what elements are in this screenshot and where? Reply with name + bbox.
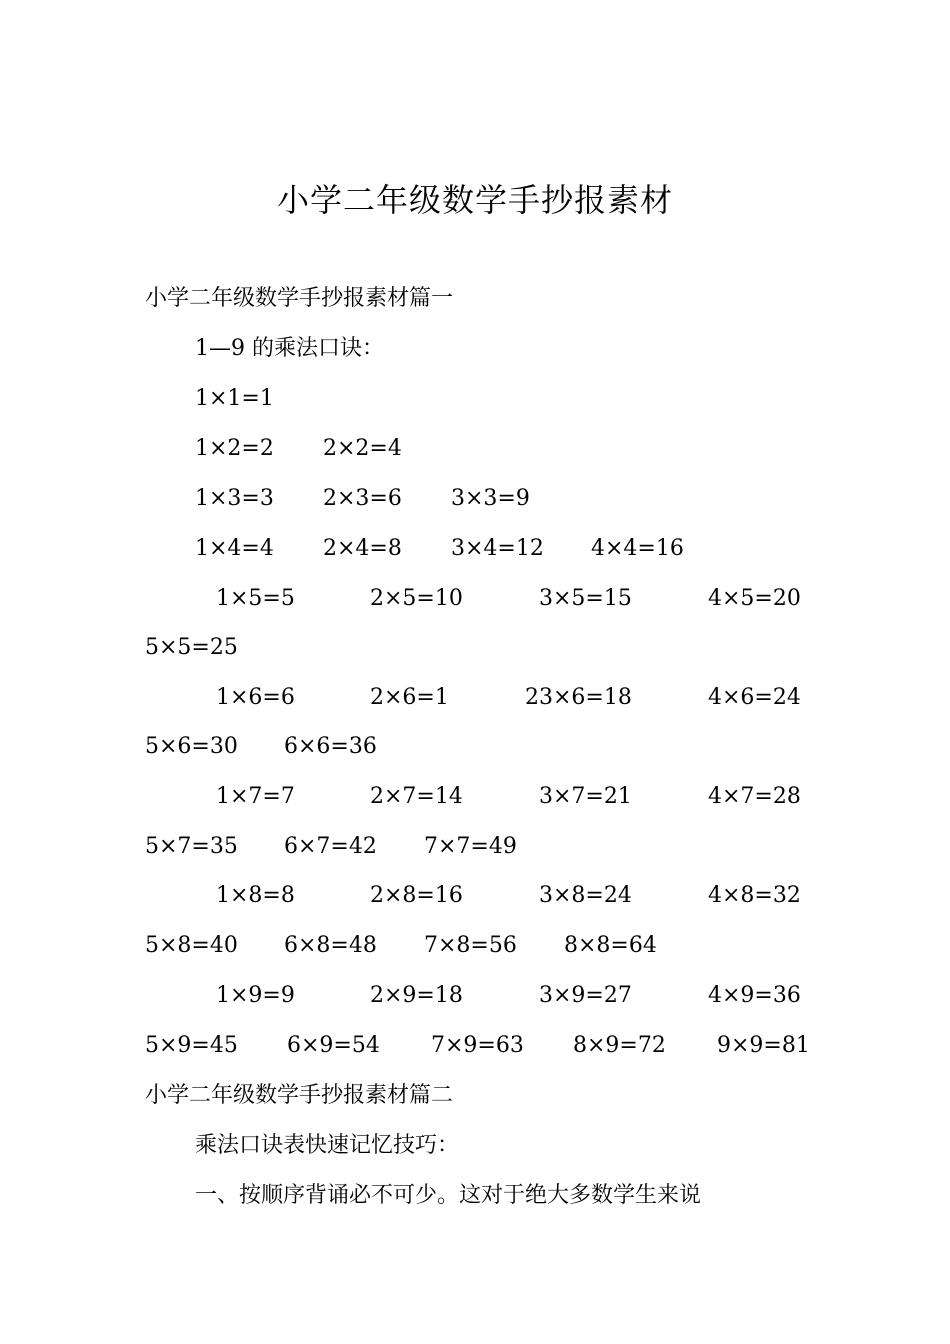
table-cell: 1×1=1 [195, 386, 274, 411]
table-cell: 7×9=63 [431, 1033, 524, 1058]
table-cell: 23×6=18 [525, 685, 632, 710]
table-cell: 4×8=32 [708, 883, 801, 908]
table-cell: 4×7=28 [708, 784, 801, 809]
section1-heading: 小学二年级数学手抄报素材篇一 [145, 286, 454, 311]
table-cell: 5×6=30 [145, 734, 238, 759]
table-cell: 8×8=64 [564, 933, 657, 958]
table-cell: 2×8=16 [370, 883, 463, 908]
table-cell: 2×6=1 [370, 685, 449, 710]
table-cell: 4×9=36 [708, 983, 801, 1008]
table-cell: 1×5=5 [216, 586, 295, 611]
table-cell: 1×3=3 [195, 486, 274, 511]
table-cell: 1×7=7 [216, 784, 295, 809]
table-cell: 5×5=25 [145, 635, 238, 660]
section2-paragraph: 一、按顺序背诵必不可少。这对于绝大多数学生来说 [195, 1183, 702, 1208]
section2-heading: 小学二年级数学手抄报素材篇二 [145, 1083, 454, 1108]
table-cell: 8×9=72 [573, 1033, 666, 1058]
table-cell: 9×9=81 [717, 1033, 810, 1058]
table-cell: 2×9=18 [370, 983, 463, 1008]
table-cell: 5×7=35 [145, 834, 238, 859]
table-cell: 7×7=49 [424, 834, 517, 859]
section1-intro: 1—9 的乘法口诀： [195, 336, 384, 361]
section2-intro: 乘法口诀表快速记忆技巧： [195, 1133, 460, 1158]
table-cell: 1×2=2 [195, 436, 274, 461]
table-cell: 3×4=12 [451, 536, 544, 561]
table-cell: 1×9=9 [216, 983, 295, 1008]
table-cell: 5×8=40 [145, 933, 238, 958]
table-cell: 6×8=48 [284, 933, 377, 958]
table-cell: 5×9=45 [145, 1033, 238, 1058]
table-cell: 1×4=4 [195, 536, 274, 561]
table-cell: 6×9=54 [287, 1033, 380, 1058]
table-cell: 2×2=4 [323, 436, 402, 461]
table-cell: 7×8=56 [424, 933, 517, 958]
table-cell: 1×8=8 [216, 883, 295, 908]
document-title: 小学二年级数学手抄报素材 [276, 181, 673, 219]
table-cell: 3×8=24 [539, 883, 632, 908]
table-cell: 4×6=24 [708, 685, 801, 710]
table-cell: 3×5=15 [539, 586, 632, 611]
table-cell: 2×7=14 [370, 784, 463, 809]
table-cell: 2×4=8 [323, 536, 402, 561]
table-cell: 6×6=36 [284, 734, 377, 759]
table-cell: 3×7=21 [539, 784, 632, 809]
table-cell: 2×3=6 [323, 486, 402, 511]
table-cell: 3×9=27 [539, 983, 632, 1008]
table-cell: 1×6=6 [216, 685, 295, 710]
table-cell: 2×5=10 [370, 586, 463, 611]
table-cell: 4×4=16 [591, 536, 684, 561]
table-cell: 4×5=20 [708, 586, 801, 611]
table-cell: 6×7=42 [284, 834, 377, 859]
table-cell: 3×3=9 [451, 486, 530, 511]
